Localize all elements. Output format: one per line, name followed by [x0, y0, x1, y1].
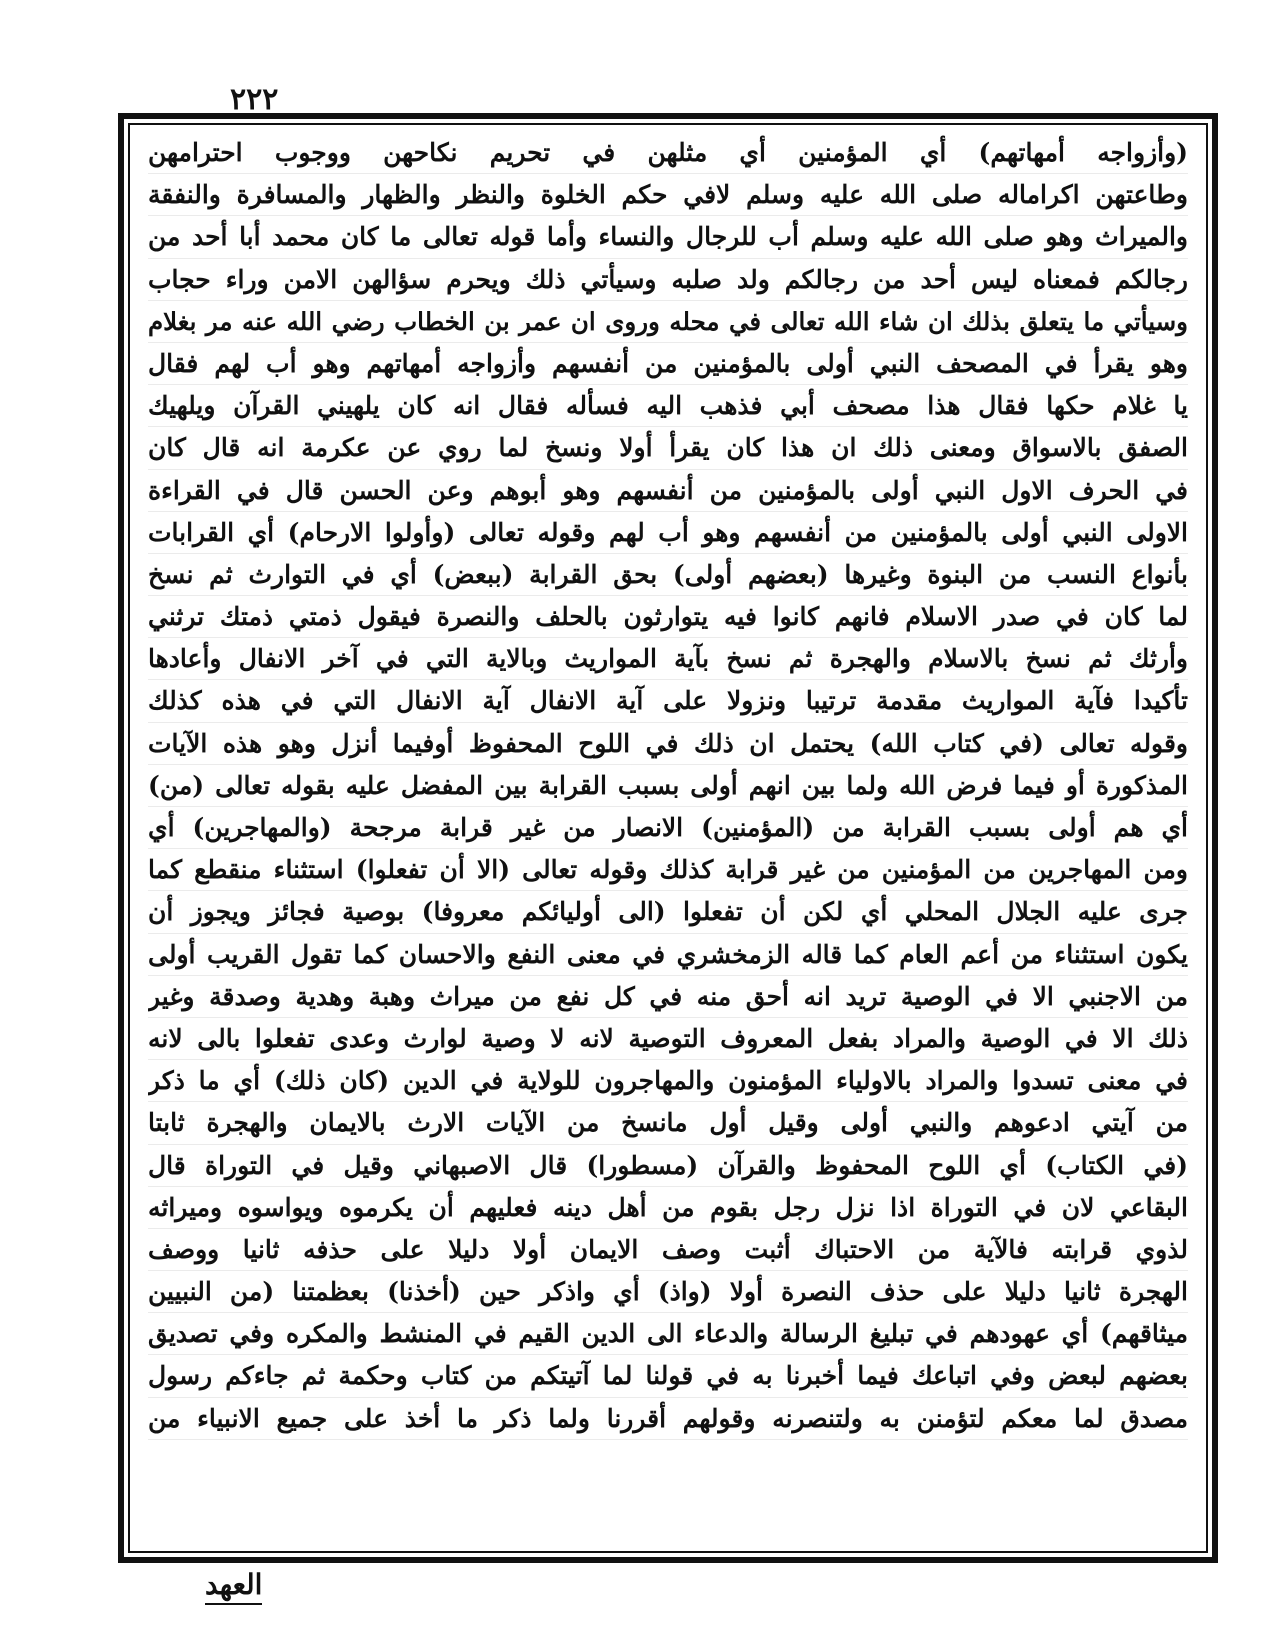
catchword: العهد — [205, 1568, 262, 1605]
text-line: الاولى النبي أولى بالمؤمنين من أنفسهم وهو أب لهم وقوله تعالى (وأولوا الارحام) أي القرابات — [148, 512, 1188, 554]
text-line: بعضهم لبعض وفي اتباعك فيما أخبرنا به في قولنا لما آتيتكم من كتاب وحكمة ثم جاءكم رسول — [148, 1355, 1188, 1397]
text-line: المذكورة أو فيما فرض الله ولما بين انهم أولى بسبب القرابة بين المفضل عليه بقوله تعالى (من) — [148, 765, 1188, 807]
main-text-block — [140, 128, 1196, 1548]
text-line: أي هم أولى بسبب القرابة من (المؤمنين) الانصار من غير قرابة مرجحة (والمهاجرين) أي — [148, 807, 1188, 849]
text-line: ومن المهاجرين من المؤمنين من غير قرابة كذلك وقوله تعالى (الا أن تفعلوا) استثناء منقطع كما — [148, 849, 1188, 891]
text-line: وهو يقرأ في المصحف النبي أولى بالمؤمنين من أنفسهم وأزواجه أمهاتهم وهو أب لهم فقال — [148, 343, 1188, 385]
page-number: ٢٢٢ — [230, 82, 279, 117]
text-line: ميثاقهم) أي عهودهم في تبليغ الرسالة والدعاء الى الدين القيم في المنشط والمكره وفي تصديق — [148, 1313, 1188, 1355]
text-line: الهجرة ثانيا دليلا على حذف النصرة أولا (واذ) أي واذكر حين (أخذنا) بعظمتنا (من النبيين — [148, 1271, 1188, 1313]
text-line: وقوله تعالى (في كتاب الله) يحتمل ان ذلك في اللوح المحفوظ أوفيما أنزل وهو هذه الآيات — [148, 723, 1188, 765]
text-line: لذوي قرابته فالآية من الاحتباك أثبت وصف الايمان أولا دليلا على حذفه ثانيا ووصف — [148, 1229, 1188, 1271]
text-line: لما كان في صدر الاسلام فانهم كانوا فيه يتوارثون بالحلف والنصرة فيقول ذمتي ذمتك ترثني — [148, 596, 1188, 638]
text-line: رجالكم فمعناه ليس أحد من رجالكم ولد صلبه وسيأتي ذلك ويحرم سؤالهن الامن وراء حجاب — [148, 259, 1188, 301]
text-line: في الحرف الاول النبي أولى بالمؤمنين من أنفسهم وهو أبوهم وعن الحسن قال في القراءة — [148, 470, 1188, 512]
text-line: وسيأتي ما يتعلق بذلك ان شاء الله تعالى في محله وروى ان عمر بن الخطاب رضي الله عنه مر بغلام — [148, 301, 1188, 343]
text-line: (وأزواجه أمهاتهم) أي المؤمنين أي مثلهن في تحريم نكاحهن ووجوب احترامهن — [148, 132, 1188, 174]
text-line: والميراث وهو صلى الله عليه وسلم أب للرجال والنساء وأما قوله تعالى ما كان محمد أبا أحد من — [148, 216, 1188, 258]
text-line: جرى عليه الجلال المحلي أي لكن أن تفعلوا (الى أوليائكم معروفا) بوصية فجائز ويجوز أن — [148, 891, 1188, 933]
text-line: (في الكتاب) أي اللوح المحفوظ والقرآن (مسطورا) قال الاصبهاني وقيل في التوراة قال — [148, 1145, 1188, 1187]
text-line: من الاجنبي الا في الوصية تريد انه أحق منه في كل نفع من ميراث وهبة وهدية وصدقة وغير — [148, 976, 1188, 1018]
text-line: بأنواع النسب من البنوة وغيرها (بعضهم أولى) بحق القرابة (ببعض) أي في التوارث ثم نسخ — [148, 554, 1188, 596]
text-line: يا غلام حكها فقال هذا مصحف أبي فذهب اليه فسأله فقال انه كان يلهيني القرآن ويلهيك — [148, 385, 1188, 427]
text-line: البقاعي لان في التوراة اذا نزل رجل بقوم من أهل دينه فعليهم أن يكرموه ويواسوه وميراثه — [148, 1187, 1188, 1229]
text-line: يكون استثناء من أعم العام كما قاله الزمخشري في معنى النفع والاحسان كما تقول القريب أولى — [148, 934, 1188, 976]
text-line: وطاعتهن اكراماله صلى الله عليه وسلم لافي حكم الخلوة والنظر والظهار والمسافرة والنفقة — [148, 174, 1188, 216]
text-line: الصفق بالاسواق ومعنى ذلك ان هذا كان يقرأ أولا ونسخ لما روي عن عكرمة انه قال كان — [148, 427, 1188, 469]
text-line: من آيتي ادعوهم والنبي أولى وقيل أول مانسخ من الآيات الارث بالايمان والهجرة ثابتا — [148, 1102, 1188, 1144]
text-line: مصدق لما معكم لتؤمنن به ولتنصرنه وقولهم أقررنا ولما ذكر ما أخذ على جميع الانبياء من — [148, 1398, 1188, 1440]
text-line: ذلك الا في الوصية والمراد بفعل المعروف التوصية لانه لا وصية لوارث وعدى تفعلوا بالى لانه — [148, 1018, 1188, 1060]
text-line: وأرثك ثم نسخ بالاسلام والهجرة ثم نسخ بآية المواريث وبالاية التي في آخر الانفال وأعادها — [148, 638, 1188, 680]
text-line: تأكيدا فآية المواريث مقدمة ترتيبا ونزولا على آية الانفال آية الانفال التي في هذه كذلك — [148, 680, 1188, 722]
text-line: في معنى تسدوا والمراد بالاولياء المؤمنون والمهاجرون للولاية في الدين (كان ذلك) أي ما ذكر — [148, 1060, 1188, 1102]
